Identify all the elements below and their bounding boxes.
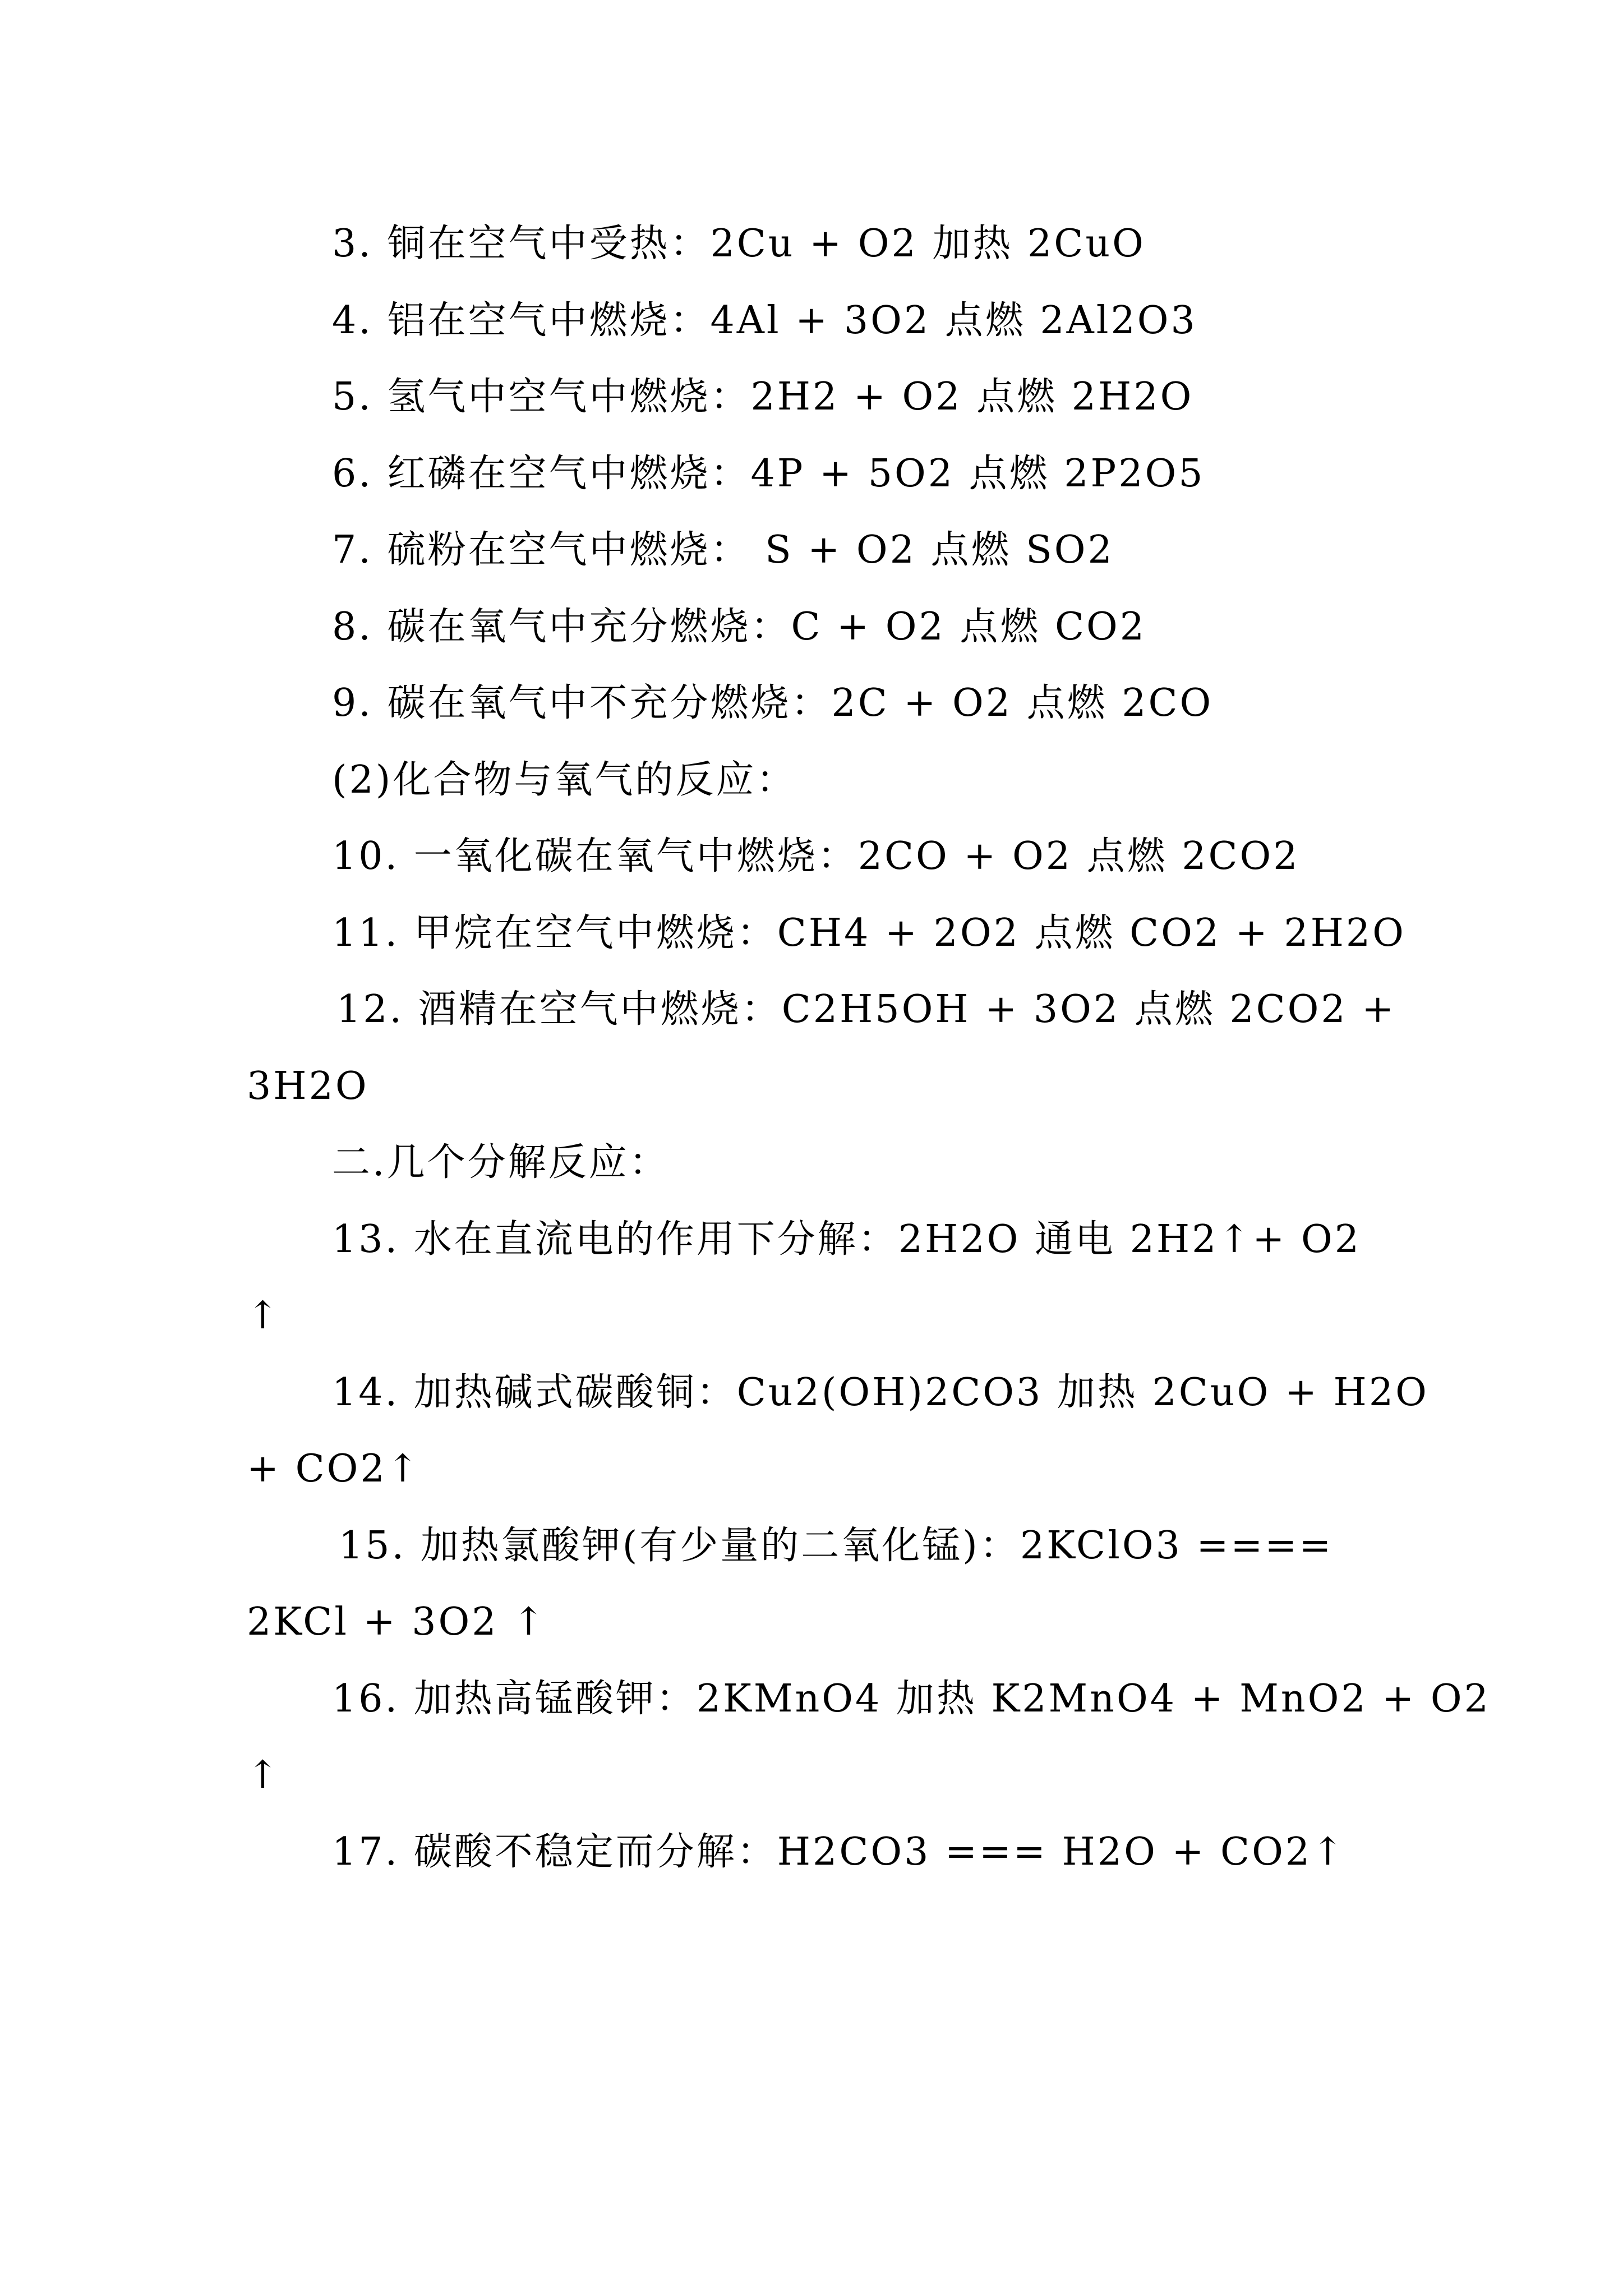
equation-line-8: 8. 碳在氧气中充分燃烧：C + O2 点燃 CO2 — [332, 605, 1147, 649]
equation-line-17: 17. 碳酸不稳定而分解：H2CO3 === H2O + CO2↑ — [332, 1830, 1347, 1874]
equation-line-10: 10. 一氧化碳在氧气中燃烧：2CO + O2 点燃 2CO2 — [332, 834, 1300, 878]
equation-line-12-cont: 3H2O — [247, 1064, 369, 1108]
equation-line-9: 9. 碳在氧气中不充分燃烧：2C + O2 点燃 2CO — [332, 681, 1214, 725]
equation-line-5: 5. 氢气中空气中燃烧：2H2 + O2 点燃 2H2O — [332, 375, 1194, 419]
equation-line-12: 12. 酒精在空气中燃烧：C2H5OH + 3O2 点燃 2CO2 + — [336, 987, 1396, 1032]
equation-line-15: 15. 加热氯酸钾(有少量的二氧化锰)：2KClO3 ==== — [339, 1524, 1334, 1568]
equation-line-4: 4. 铝在空气中燃烧：4Al + 3O2 点燃 2Al2O3 — [332, 298, 1197, 343]
equation-line-16-cont: ↑ — [247, 1753, 281, 1797]
equation-line-13-cont: ↑ — [247, 1294, 281, 1338]
section-heading-decomposition: 二.几个分解反应： — [332, 1140, 670, 1185]
equation-line-14-cont: + CO2↑ — [247, 1447, 421, 1491]
equation-line-16: 16. 加热高锰酸钾：2KMnO4 加热 K2MnO4 + MnO2 + O2 — [332, 1677, 1491, 1721]
equation-line-3: 3. 铜在空气中受热：2Cu + O2 加热 2CuO — [332, 222, 1146, 266]
equation-line-14: 14. 加热碱式碳酸铜：Cu2(OH)2CO3 加热 2CuO + H2O — [332, 1370, 1429, 1415]
equation-line-13: 13. 水在直流电的作用下分解：2H2O 通电 2H2↑+ O2 — [332, 1217, 1361, 1262]
section-heading-compounds: (2)化合物与氧气的反应： — [332, 758, 797, 802]
equation-line-6: 6. 红磷在空气中燃烧：4P + 5O2 点燃 2P2O5 — [332, 452, 1205, 496]
equation-line-11: 11. 甲烷在空气中燃烧：CH4 + 2O2 点燃 CO2 + 2H2O — [332, 911, 1406, 955]
equation-line-7: 7. 硫粉在空气中燃烧： S + O2 点燃 SO2 — [332, 528, 1114, 572]
equation-line-15-cont: 2KCl + 3O2 ↑ — [247, 1600, 547, 1644]
